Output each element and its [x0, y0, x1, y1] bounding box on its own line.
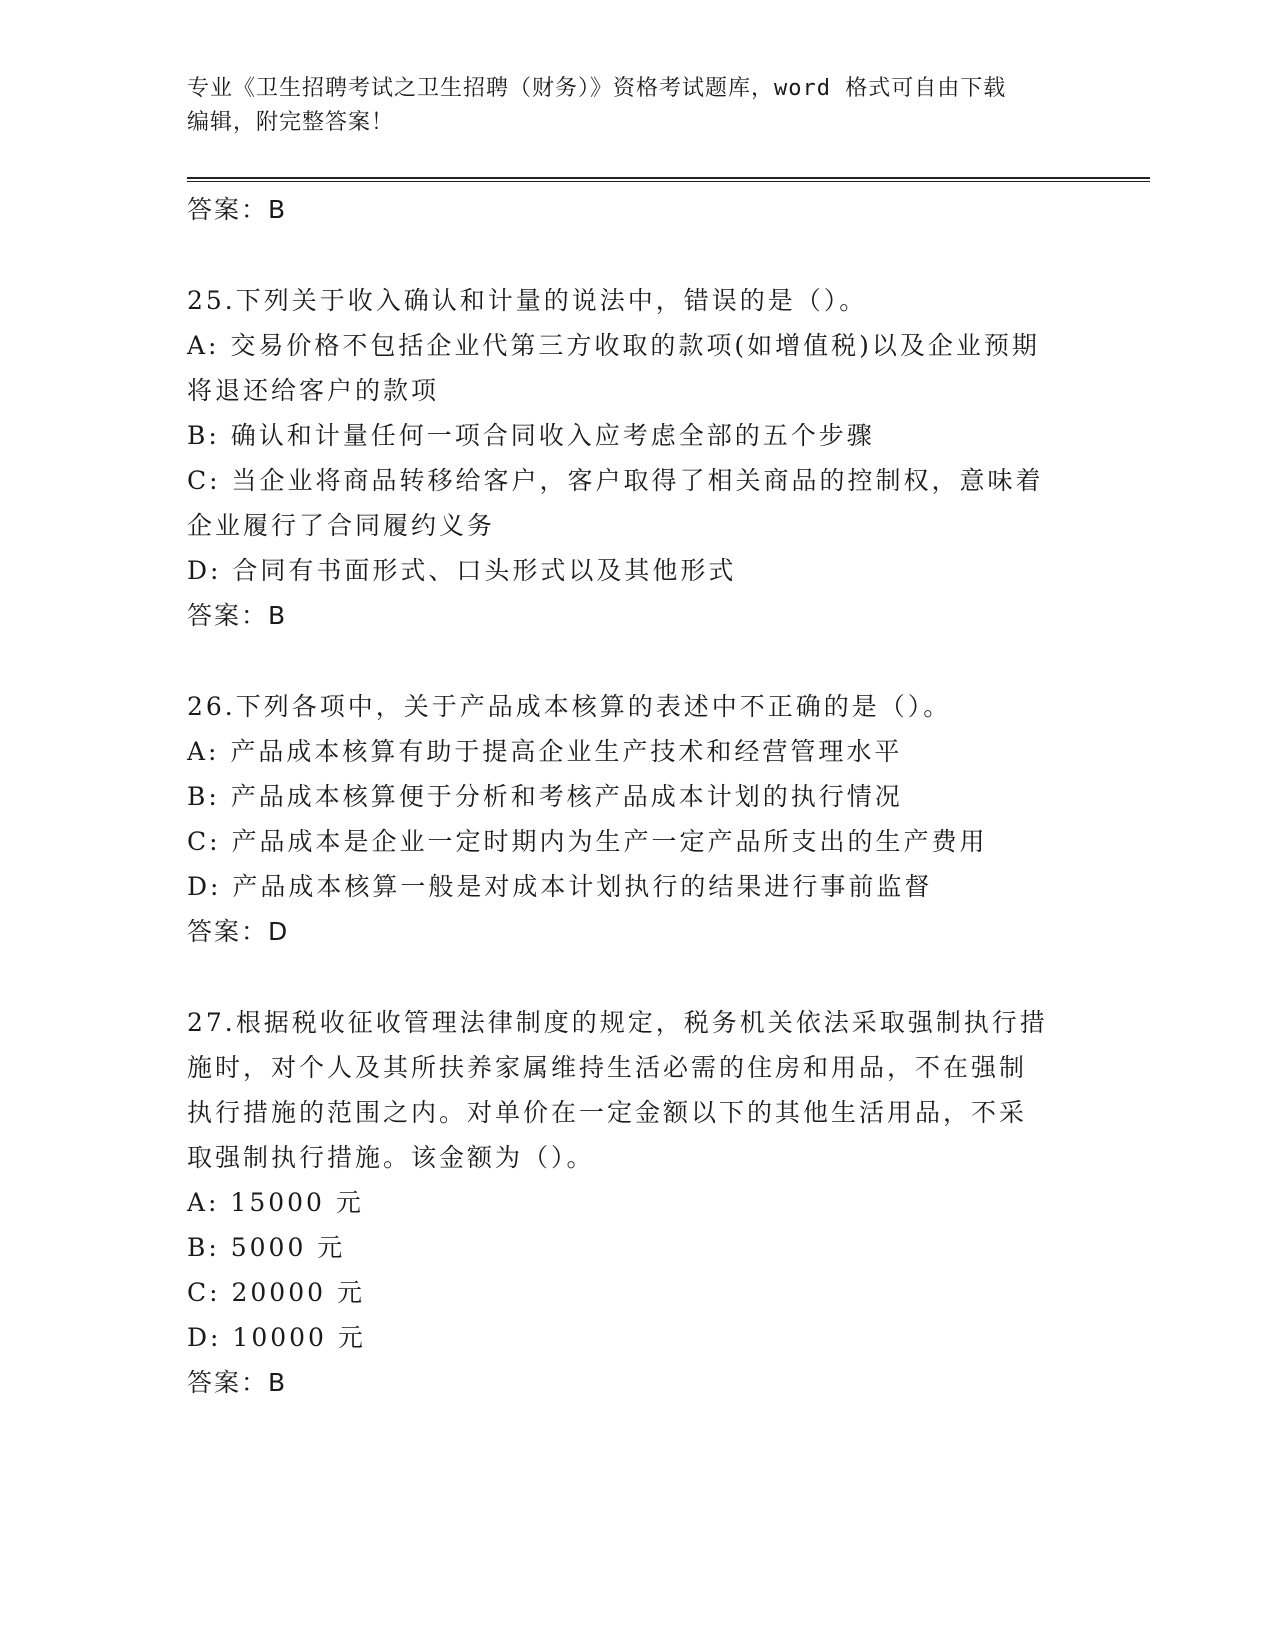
option-b: B: 5000 元: [187, 1233, 346, 1262]
question-stem: 26.下列各项中，关于产品成本核算的表述中不正确的是（）。: [187, 692, 952, 721]
document-header: [187, 72, 1087, 140]
header-line-2: 编辑，附完整答案！: [187, 110, 395, 135]
option-b: B: 产品成本核算便于分析和考核产品成本计划的执行情况: [187, 782, 903, 811]
question-27: [187, 1000, 1067, 1405]
question-content: [187, 187, 1067, 1405]
option-a: A: 15000 元: [187, 1188, 364, 1217]
question-stem-continued: 执行措施的范围之内。对单价在一定金额以下的其他生活用品，不采: [187, 1098, 1028, 1127]
option-b: B: 确认和计量任何一项合同收入应考虑全部的五个步骤: [187, 421, 875, 450]
answer: 答案：B: [187, 601, 288, 630]
question-25: [187, 278, 1067, 638]
option-d: D: 产品成本核算一般是对成本计划执行的结果进行事前监督: [187, 872, 933, 901]
option-c: C: 当企业将商品转移给客户，客户取得了相关商品的控制权，意味着: [187, 466, 1044, 495]
answer: 答案：B: [187, 1368, 288, 1397]
option-d: D: 10000 元: [187, 1323, 366, 1352]
spacer: [187, 232, 1067, 278]
spacer: [187, 638, 1067, 684]
option-a: A: 交易价格不包括企业代第三方收取的款项(如增值税)以及企业预期: [187, 331, 1040, 360]
header-rule-thick: [187, 177, 1150, 179]
question-stem-continued: 施时，对个人及其所扶养家属维持生活必需的住房和用品，不在强制: [187, 1053, 1028, 1082]
option-c-continued: 企业履行了合同履约义务: [187, 511, 496, 540]
header-rule-thin: [187, 181, 1150, 182]
option-d: D: 合同有书面形式、口头形式以及其他形式: [187, 556, 737, 585]
question-stem-continued: 取强制执行措施。该金额为（）。: [187, 1143, 595, 1172]
header-line-1: 专业《卫生招聘考试之卫生招聘（财务）》资格考试题库，word 格式可自由下载: [187, 76, 1007, 101]
question-stem: 27.根据税收征收管理法律制度的规定，税务机关依法采取强制执行措: [187, 1008, 1048, 1037]
option-c: C: 产品成本是企业一定时期内为生产一定产品所支出的生产费用: [187, 827, 988, 856]
option-c: C: 20000 元: [187, 1278, 365, 1307]
question-stem: 25.下列关于收入确认和计量的说法中，错误的是（）。: [187, 286, 868, 315]
option-a: A: 产品成本核算有助于提高企业生产技术和经营管理水平: [187, 737, 903, 766]
answer: 答案：D: [187, 917, 290, 946]
question-26: [187, 684, 1067, 954]
spacer: [187, 954, 1067, 1000]
option-a-continued: 将退还给客户的款项: [187, 376, 440, 405]
previous-answer: 答案：B: [187, 195, 288, 224]
